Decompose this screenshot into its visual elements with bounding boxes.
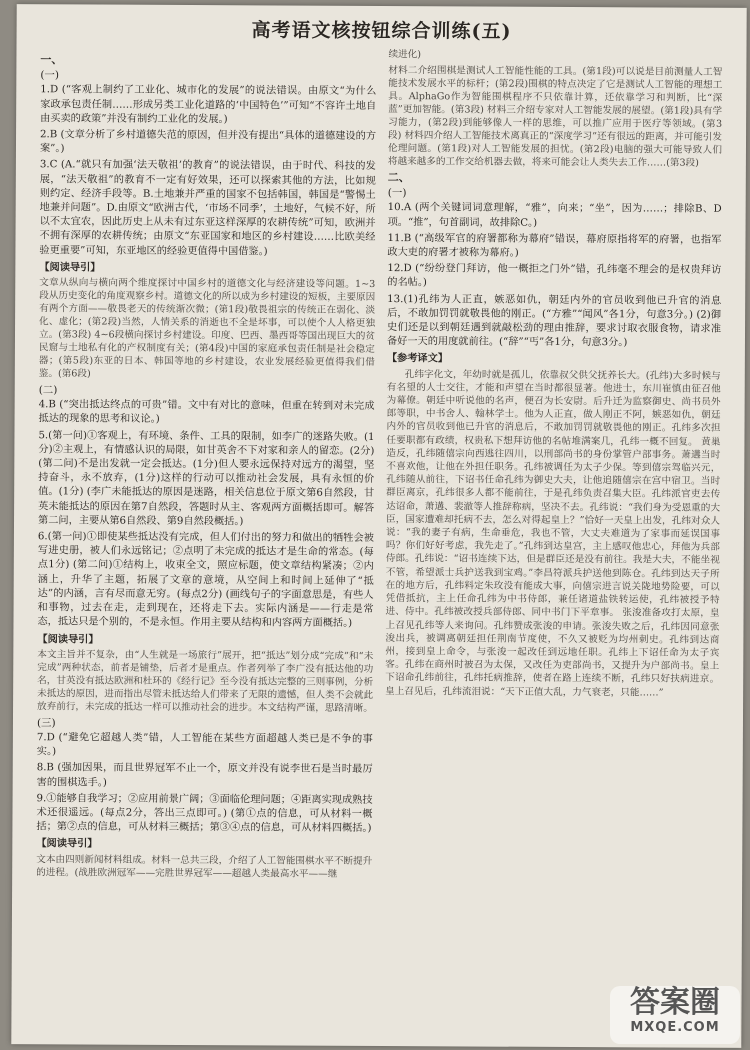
site-watermark	[610, 986, 740, 1044]
reading-guide-3-continued: 材料二介绍围棋是测试人工智能性能的工具。(第1段)可以说是目前测量人工智能技术发展水平的标杆；(第2段)围棋的特点决定了它是测试人工智能的理想工具。AlphaGo作为智能围棋程序不只依靠计算，还依靠学习和判断，比“深蓝”更加智能。(第3段) 材料三介绍专家对人工智能发展的展望。(第1段)具有学习能力，(第2段)到能够像人一样的思维，可以推广应用于医疗等领域。(第3段) 材料四介绍人工智能技术离真正的“深度学习”还有很远的距离，并可能引发伦理问题。(第1段)对人工智能发展的担忧。(第2段)电脑的强大可能导致人们将越来越多的工作交给机器去做，将来可能会让人类失去工作……(第3段)	[387, 65, 723, 169]
page-title: 高考语文核按钮综合训练(五)	[251, 19, 512, 43]
answer-q5: 5.(第一问)①客观上，有环境、条件、工具的限制，如李广的迷路失败。(1分)②主观上，有情感认识的局限，如甘英舍不下对家和亲人的留恋。(2分) (第二问)不是出发就一定会抵达。(1分)但人要永远保持对远方的渴望，坚持奋斗，永不放弃，(1分)这样的行动可以推动社会发展，具有永恒的价值。(1分) (李广未能抵达的原因是迷路，相关信息位于原文第6自然段，甘英未能抵达的原因在第7自然段，答题时从主、客观两方面概括即可。解答第二问，主要从第6自然段、第9自然段概括。)	[37, 429, 375, 528]
watermark-url: MXQE.COM	[630, 1020, 720, 1035]
subsection-2: (二)	[38, 384, 58, 397]
subsection-2-1: (一)	[387, 187, 407, 200]
answer-q7: 7.D (“避免它超越人类”错，人工智能在某些方面超越人类已是不争的事实。)	[36, 732, 373, 758]
answer-q11: 11.B (“高级军官的府署都称为幕府”错误，幕府原指将军的府署，也指军政大吏的府署才被称为幕府。)	[387, 232, 722, 259]
answer-q9: 9.①能够自我学习；②应用前景广阔；③面临伦理问题；④距离实现成熟技术还很遥远。(每点2分，答出三点即可。) (第①点的信息，可从材料一概括；第②点的信息，可从材料三概括；第③④点的信息，可从材料四概括。)	[36, 792, 373, 835]
answer-q12: 12.D (“纷纷登门拜访，他一概拒之门外”错，孔纬毫不理会的是权贵拜访的名帖。)	[387, 263, 722, 289]
reading-guide-heading-1: 【阅读导引】	[39, 261, 101, 274]
subsection-3: (三)	[36, 716, 56, 730]
left-column	[36, 52, 376, 883]
answer-q13: 13.(1)孔纬为人正直，嫉恶如仇，朝廷内外的官员收到他已升官的消息后，不敢加罚罚就敬畏他的刚正。(“方雅”“闻风”各1分，句意3分。) (2)御史们还是以到朝廷遇到就敲松劲的理由推辞，要求讨取衣服食物，请求准备好一天的用度就前往。(“辞”“丐”各1分，句意3分。)	[386, 293, 722, 349]
watermark-logo-text: 答案圈	[630, 985, 720, 1020]
translation-heading: 【参考译文】	[386, 352, 449, 365]
reading-guide-2: 本文主旨并不复杂，由“人生就是一场旅行”展开，把“抵达”划分成“完成”和“未完成”两种状态，前者是铺垫，后者才是重点。作者列举了李广没有抵达他的功名，甘英没有抵达欧洲和杜环的《经行记》至今没有抵达完整的三则事例，分析未抵达的原因，进而指出尽管未抵达给人们带来了无限的遗憾，但人类不会就此放弃前行，未完成的抵达一样可以推动社会的进步。本文结构严谨，思路清晰。	[37, 648, 374, 714]
answer-q1: 1.D (“客观上制约了工业化、城市化的发展”的说法错误。由原文“为什么家政承包责任制……形成另类工业化道路的‘中国特色’”可知“不容许土地自由买卖的政策”并没有制约工业化的发展。)	[40, 84, 377, 126]
answer-q6: 6.(第一问)①即使某些抵达没有完成，但人们付出的努力和做出的牺牲会被写进史册，被人们永远铭记；②点明了未完成的抵达才是生命的常态。(每点1分) (第二问)①结构上，收束全文，照应标题，使文章结构紧凑；②内涵上，升华了主题，拓展了文章的意境，从空间上和时间上延伸了“抵达”的内涵，言有尽而意无穷。(每点2分) (画线句子的字面意思是，有些人和事物，过去在走，走到现在，还将走下去。实际内涵是——行走是常态，抵达只是个别的，不是永恒。作用主要从结构和内容两方面概括。)	[37, 531, 374, 630]
section-heading-2: 二、	[387, 171, 410, 185]
reading-guide-1: 文章从纵向与横向两个维度探讨中国乡村的道德文化与经济建设等问题。1~3段从历史变化的角度观察乡村。道德文化的所以成为乡村建设的短板，主要原因有两个方面——敬畏老天的传统渐次微；(第1段)敬畏祖宗的传统正在弱化、淡化、虚化；(第2段)当然，人情关系的消逝也不全是坏事，可以使个人人格更独立。(第3段) 4~6段横向探讨乡村建设。印度、巴西、墨西哥等国出现巨大的贫民窟与土地私有化的产权制度有关；(第4段)中国的家庭承包责任制是社会稳定器；(第5段)东亚的日本、韩国等地的乡村建设，农业发展经验更值得我们借鉴。(第6段)	[38, 277, 376, 380]
continued-label: 续进化)	[388, 49, 422, 61]
reading-guide-heading-2: 【阅读导引】	[37, 632, 99, 646]
answer-q4: 4.B (“突出抵达终点的可贵”错。文中有对比的意味，但重在转到对未完成抵达的现象的思考和议论。)	[38, 399, 375, 426]
exam-answer-page	[11, 4, 746, 1048]
answer-q2: 2.B (文章分析了乡村道德失范的原因，但并没有提出“具体的道德建设的方案”。)	[39, 129, 377, 155]
right-column	[385, 48, 722, 699]
reference-translation: 孔纬字化文，年幼时就是孤儿，依靠叔父供父抚养长大。(孔纬)大多时候与有名望的人士交往，才能和声望在当时都很显著。他进士，东川崔慎由征召他为幕僚。朝廷中听说他的名声，便召为长安尉。后升迁为监察御史、尚书员外郎等职，中书舍人、翰林学士。他为人正直，做人刚正不阿，嫉恶如仇，朝廷内外的官员收到他已升官的消息后，不敢加罚罚就敬畏他的刚正。孔纬多次担任要职都有政绩，权贵私下想拜访他的名帖堆满案几，孔纬一概不回复。 黄巢造反，孔纬随僖宗向西逃往四川，以刑部尚书的身份掌管户部事务。萧遘当时不喜欢他，让他在外担任职务。孔纬被调任为太子少保。等到僖宗驾临兴元，孔纬随从前往，下诏书任命孔纬为御史大夫，让他追随僖宗在宫中宿卫。当时群臣离京，孔纬很多人都不能前往，于是孔纬负责召集大臣。孔纬派官吏去传达诏命，萧遘、裴澈等人推辞称病，坚决不去。孔纬说：“我们身为受恩重的大臣，国家遭难却托病不去，怎么对得起皇上？”恰好一天皇上出发，孔纬对众人说：“我的妻子有病，生命垂危，我也不管，大丈夫难道为了家事而延误国事吗？你们好好考虑，我先走了。”孔纬到达皇宫，主上感叹他忠心，拜他为兵部侍郎。孔纬说：“诏书连续下达，但是群臣还是没有前往。我是大夫，不能坐视不管，希望派士兵护送我到宝鸡。”李昌符派兵护送他到陈仓。孔纬到达天子所在的地方后，孔纬料定朱玫没有能成大事，向僖宗进言说关陇地势险要，可以凭借抵抗，主上任命孔纬为中书侍郎，兼任诸道盐铁转运使，孔纬被授予特进、侍中。孔纬被改授兵部侍郎、同中书门下平章事。 张浚准备攻打太原，皇上召见孔纬等人来询问。孔纬赞成张浚的申请。张浚失败之后，孔纬因同意张浚出兵，被调离朝廷担任荆南节度使，不久又被贬为均州刺史。孔纬到达商州，接到皇上命令，与张浚一起改任到远地任职。孔纬上下诏任命为太子宾客。孔纬在商州时被召为太保，又改任为吏部尚书，又提升为户部尚书。皇上下诏命孔纬前往，孔纬托病推辞，使者在路上连续不断，孔纬只好扶病进京。皇上召见后，孔纬流泪说：“天下正值大乱，力气衰老，只能……”	[385, 368, 721, 699]
answer-q3: 3.C (A.“就只有加强‘法天敬祖’的教育”的说法错误，由于时代、科技的发展，“法天敬祖”的教育不一定有好效果，还可以探索其他的方法，比如规则约定、经济手段等。B.土地兼并严重的国家不包括韩国，韩国是“警惕土地兼并问题”。D.由原文“欧洲古代，‘市场不同季’，土地好，气候不好，所以不太宜农，因此历史上从未有过东亚这样深厚的农耕传统”可知，欧洲并不拥有深厚的农耕传统；由原文“东亚国家和地区的乡村建设……比欧美经验更重要”可知，东亚地区的经验更值得中国借鉴。)	[39, 159, 376, 258]
answer-q10: 10.A (两个关键词词意理解，“雅”，向来；“坐”，因为……；排除B、D项。“推”，句首副词，故排除C。)	[387, 202, 722, 229]
reading-guide-heading-3: 【阅读导引】	[36, 837, 98, 850]
reading-guide-3: 文本由四则新闻材料组成。材料一总共三段，介绍了人工智能围棋水平不断提升的进程。(战胜欧洲冠军——完胜世界冠军——超越人类最高水平——继	[36, 853, 373, 880]
subsection-1: (一)	[40, 69, 60, 82]
section-heading-1: 一、	[40, 53, 63, 67]
answer-q8: 8.B (强加因果，而且世界冠军不止一个，原文并没有说李世石是当时最厉害的围棋选手。)	[36, 762, 373, 789]
